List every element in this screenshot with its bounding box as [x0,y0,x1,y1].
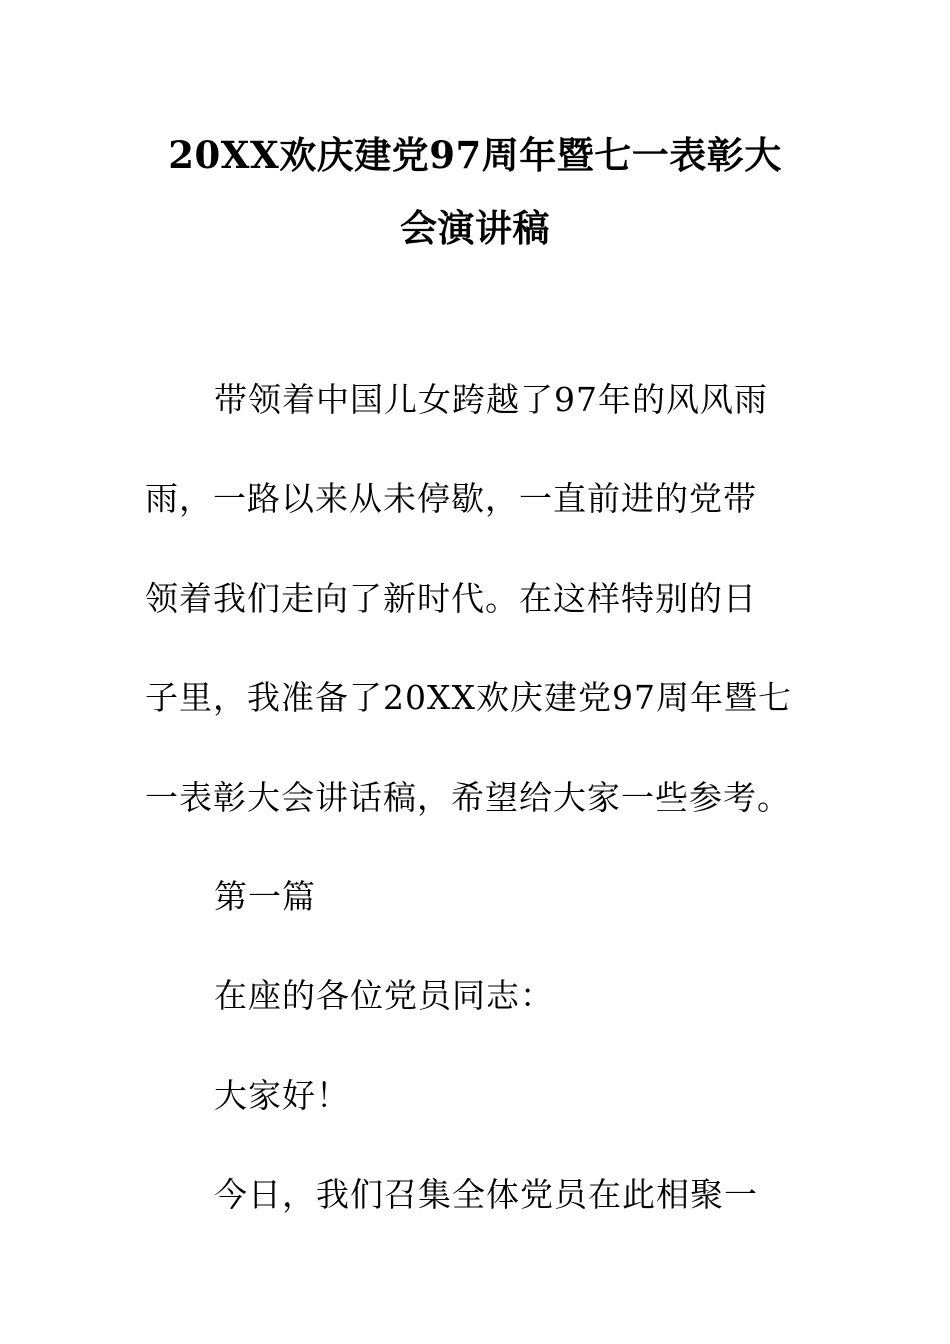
section-heading: 第一篇 [214,877,316,916]
paragraph-line: 领着我们走向了新时代。在这样特别的日 [145,579,757,618]
document-title-line-1: 20XX欢庆建党97周年暨七一表彰大 [168,133,782,177]
paragraph-line: 带领着中国儿女跨越了97年的风风雨 [214,380,768,419]
paragraph-line: 雨，一路以来从未停歇，一直前进的党带 [145,479,757,518]
paragraph-line: 今日，我们召集全体党员在此相聚一 [214,1175,758,1214]
paragraph-line: 子里，我准备了20XX欢庆建党97周年暨七 [145,678,792,717]
greeting: 大家好！ [214,1076,350,1115]
document-title-line-2: 会演讲稿 [400,206,550,250]
salutation: 在座的各位党员同志： [214,976,554,1015]
paragraph-line: 一表彰大会讲话稿，希望给大家一些参考。 [145,778,791,817]
